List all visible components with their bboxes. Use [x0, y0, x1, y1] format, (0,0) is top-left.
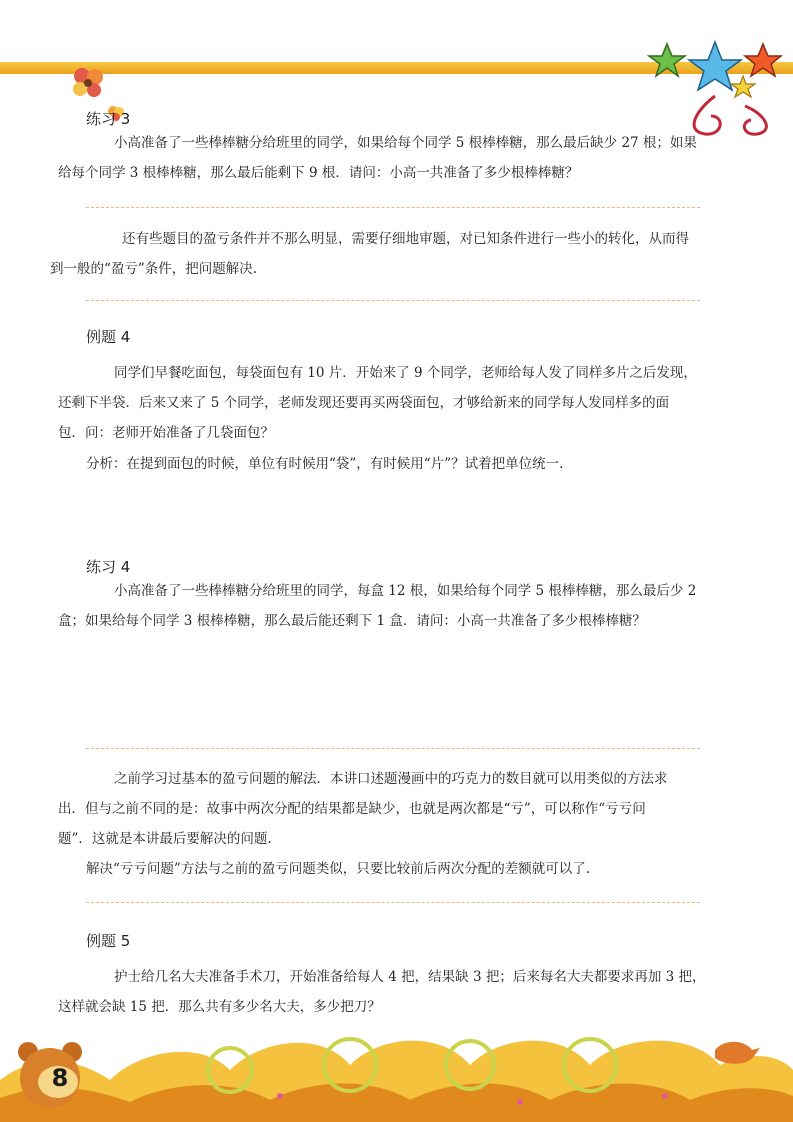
dashed-divider: [86, 902, 700, 903]
example-5-line-2: 这样就会缺 15 把．那么共有多少名大夫，多少把刀？: [58, 999, 381, 1015]
example-4-line-3: 包．问：老师开始准备了几袋面包？: [58, 425, 274, 441]
dashed-divider: [86, 748, 700, 749]
dashed-divider: [86, 300, 700, 301]
stars-decoration-icon: [645, 36, 785, 136]
bottom-decoration: [0, 1010, 793, 1122]
transform-intro-paragraph: [50, 224, 712, 284]
deficit-intro-line-2: 出．但与之前不同的是：故事中两次分配的结果都是缺少，也就是两次都是“亏”，可以称作“亏亏问: [58, 801, 646, 817]
deficit-intro-line-1: 之前学习过基本的盈亏问题的解法．本讲口述题漫画中的巧克力的数目就可以用类似的方法求: [114, 771, 668, 787]
example-4-title: 例题 4: [86, 328, 131, 346]
practice-3-line-2: 给每个同学 3 根棒棒糖，那么最后能剩下 9 根．请问：小高一共准备了多少根棒棒糖？: [58, 165, 579, 181]
deficit-intro-paragraph: [58, 764, 712, 884]
practice-4-question: [58, 576, 712, 636]
example-4-line-2: 还剩下半袋．后来又来了 5 个同学，老师发现还要再买两袋面包，才够给新来的同学每人发同样多的面: [58, 395, 670, 411]
practice-4-line-2: 盒；如果给每个同学 3 根棒棒糖，那么最后能还剩下 1 盒．请问：小高一共准备了多少根棒棒糖？: [58, 613, 646, 629]
page-number: 8: [51, 1064, 69, 1092]
transform-intro-line-2: 到一般的“盈亏”条件，把问题解决.: [50, 261, 258, 277]
deficit-intro-line-4: 解决“亏亏问题”方法与之前的盈亏问题类似，只要比较前后两次分配的差额就可以了.: [86, 861, 591, 877]
example-5-title: 例题 5: [86, 932, 131, 950]
dashed-divider: [86, 207, 700, 208]
transform-intro-line-1: 还有些题目的盈亏条件并不那么明显，需要仔细地审题，对已知条件进行一些小的转化，从而得: [122, 231, 689, 247]
practice-3-title: 练习 3: [86, 110, 131, 128]
example-4-line-1: 同学们早餐吃面包，每袋面包有 10 片．开始来了 9 个同学，老师给每人发了同样多片之后发现，: [114, 365, 697, 381]
practice-4-title: 练习 4: [86, 558, 131, 576]
example-4-question: [58, 358, 712, 448]
practice-4-line-1: 小高准备了一些棒棒糖分给班里的同学，每盒 12 根，如果给每个同学 5 根棒棒糖，那么最后少 2: [114, 583, 697, 599]
practice-3-question: [58, 128, 712, 188]
deficit-intro-line-3: 题”．这就是本讲最后要解决的问题.: [58, 831, 272, 847]
example-5-line-1: 护士给几名大夫准备手术刀，开始准备给每人 4 把，结果缺 3 把；后来每名大夫都要求再加 3 把，: [114, 969, 706, 985]
practice-3-line-1: 小高准备了一些棒棒糖分给班里的同学，如果给每个同学 5 根棒棒糖，那么最后缺少 27 根；如果: [114, 135, 697, 151]
butterfly-flower-icon: [68, 64, 108, 104]
example-4-analysis: 分析：在提到面包的时候，单位有时候用“袋”，有时候用“片”？试着把单位统一.: [86, 456, 564, 472]
